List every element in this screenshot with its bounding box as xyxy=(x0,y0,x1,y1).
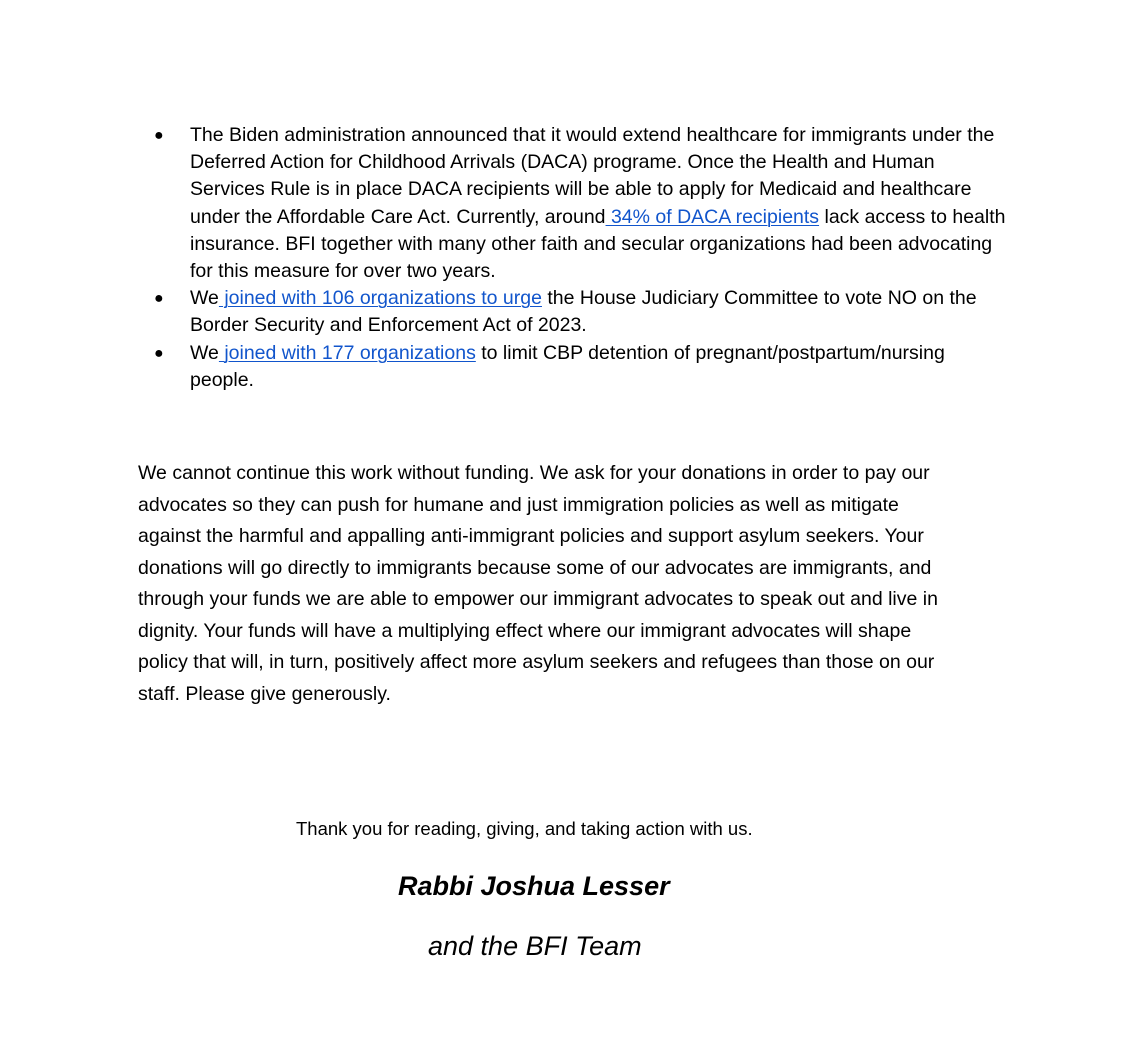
bullet-text-after: lack access to health insurance. BFI together with many other faith and secular organizations had been advocating for this measure for over two years. xyxy=(190,205,1006,283)
bullet-icon: ● xyxy=(154,127,164,144)
bullet-text xyxy=(190,285,1014,339)
bullet-text-after: the House Judiciary Committee to vote NO on the Border Security and Enforcement Act of 2023. xyxy=(190,287,977,337)
thank-you-line: Thank you for reading, giving, and taking action with us. xyxy=(296,818,753,839)
bullet-icon: ● xyxy=(154,344,164,362)
bullet-text-after: to limit CBP detention of pregnant/postpartum/nursing people. xyxy=(190,341,945,391)
daca-recipients-link[interactable]: 34% of DACA recipients xyxy=(605,205,820,228)
bullet-text xyxy=(190,122,1014,285)
list-item xyxy=(154,340,1014,394)
bullet-text xyxy=(190,340,1014,394)
bullet-text-before: The Biden administration announced that it would extend healthcare for immigrants under the Deferred Action for Childhood Arrivals (DACA) programe. Once the Health and Human Services Rule is in place DACA recipients will be able to apply for Medicaid and healthcare under the Affordable Care Act. Currently, around xyxy=(190,124,995,228)
funding-appeal-paragraph: We cannot continue this work without funding. We ask for your donations in order to pay our advocates so they can push for humane and just immigration policies as well as mitigate against the harmful and appalling anti-immigrant policies and support asylum seekers. Your donations will go directly to immigrants because some of our advocates are immigrants, and through your funds we are able to empower our immigrant advocates to speak out and live in dignity. Your funds will have a multiplying effect where our immigrant advocates will shape policy that will, in turn, positively affect more asylum seekers and refugees than those on our staff. Please give generously. xyxy=(138,462,938,705)
signature-name: Rabbi Joshua Lesser xyxy=(398,871,670,901)
list-item xyxy=(154,285,1014,339)
signature-team: and the BFI Team xyxy=(428,931,642,961)
bullet-icon: ● xyxy=(154,290,164,308)
bullet-text-before: We xyxy=(190,287,219,310)
news-bullet-list xyxy=(154,122,1014,394)
joined-177-organizations-link[interactable]: joined with 177 organizations xyxy=(218,341,476,364)
joined-106-organizations-link[interactable]: joined with 106 organizations to urge xyxy=(218,287,542,310)
list-item xyxy=(154,122,1014,285)
bullet-text-before: We xyxy=(190,341,219,364)
